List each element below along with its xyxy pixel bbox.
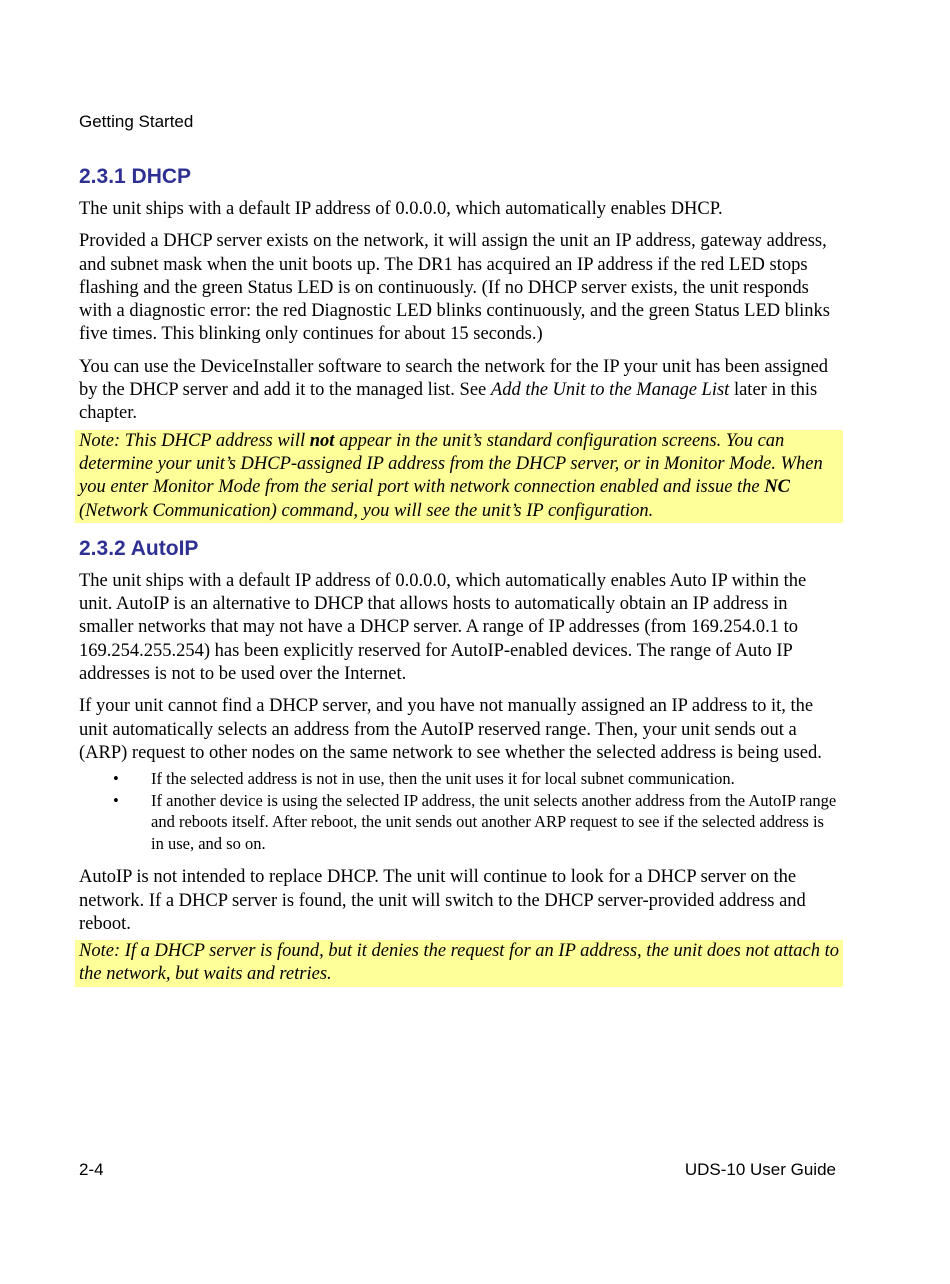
running-head: Getting Started [79,112,194,131]
bullet-list [79,768,839,854]
text-run: appear in the unit’s standard configuration screens. You can determine your unit’s DHCP-assigned IP address from the DHCP server, or in Monitor Mode. When you enter Monitor Mode from the serial port with network connection enabled and issue the [79,430,823,498]
paragraph: The unit ships with a default IP address of 0.0.0.0, which automatically enables Auto IP within the unit. AutoIP is an alternative to DHCP that allows hosts to automatically obtain an IP address in smaller networks that may not have a DHCP server. A range of IP addresses (from 169.254.0.1 to 169.254.255.254) has been explicitly reserved for AutoIP-enabled devices. The range of Auto IP addresses is not to be used over the Internet. [79,570,807,685]
note-autoip: Note: If a DHCP server is found, but it denies the request for an IP address, the unit does not attach to the network, but waits and retries. [75,940,843,987]
paragraph: AutoIP is not intended to replace DHCP. The unit will continue to look for a DHCP server on the network. If a DHCP server is found, the unit will switch to the DHCP server-provided address and reboot. [79,867,806,934]
paragraph: Provided a DHCP server exists on the network, it will assign the unit an IP address, gateway address, and subnet mask when the unit boots up. The DR1 has acquired an IP address if the red LED stops flashing and the green Status LED is on continuously. (If no DHCP server exists, the unit responds with a diagnostic error: the red Diagnostic LED blinks continuously, and the green Status LED blinks five times. This blinking only continues for about 15 seconds.) [79,231,830,345]
page-number: 2-4 [79,1160,104,1179]
section-heading-dhcp: 2.3.1 DHCP [79,165,192,188]
bullet-icon: • [113,790,119,810]
paragraph: If your unit cannot find a DHCP server, and you have not manually assigned an IP address to it, the unit automatically selects an address from the AutoIP reserved range. Then, your unit sends out a (ARP) request to other nodes on the same network to see whether the selected address is being used. [79,696,822,763]
document-title: UDS-10 User Guide [684,1160,836,1179]
body-content [79,164,839,1000]
section-heading-autoip: 2.3.2 AutoIP [79,536,199,560]
paragraph: The unit ships with a default IP address of 0.0.0.0, which automatically enables DHCP. [79,199,723,219]
text-run: Note: This DHCP address will [79,430,310,451]
text-run: later in this chapter. [79,380,818,424]
list-item-text: If another device is using the selected IP address, the unit selects another address from the AutoIP range and reboots itself. After reboot, the unit sends out another ARP request to see if the selected address is in use, and so on. [151,790,837,853]
list-item-text: If the selected address is not in use, then the unit uses it for local subnet communication. [151,769,735,789]
paragraph [79,356,839,426]
list-item [79,790,839,855]
text-run: (Network Communication) command, you will see the unit’s IP configuration. [79,500,654,521]
command-name: NC [764,477,790,498]
text-run: You can use the DeviceInstaller software to search the network for the IP your unit has been assigned by the DHCP server and add it to the managed list. See [79,356,829,401]
bullet-icon: • [113,769,119,789]
emphasis: not [309,430,335,451]
list-item [79,768,839,790]
note-dhcp [75,430,843,523]
cross-reference: Add the Unit to the Manage List [490,380,730,401]
